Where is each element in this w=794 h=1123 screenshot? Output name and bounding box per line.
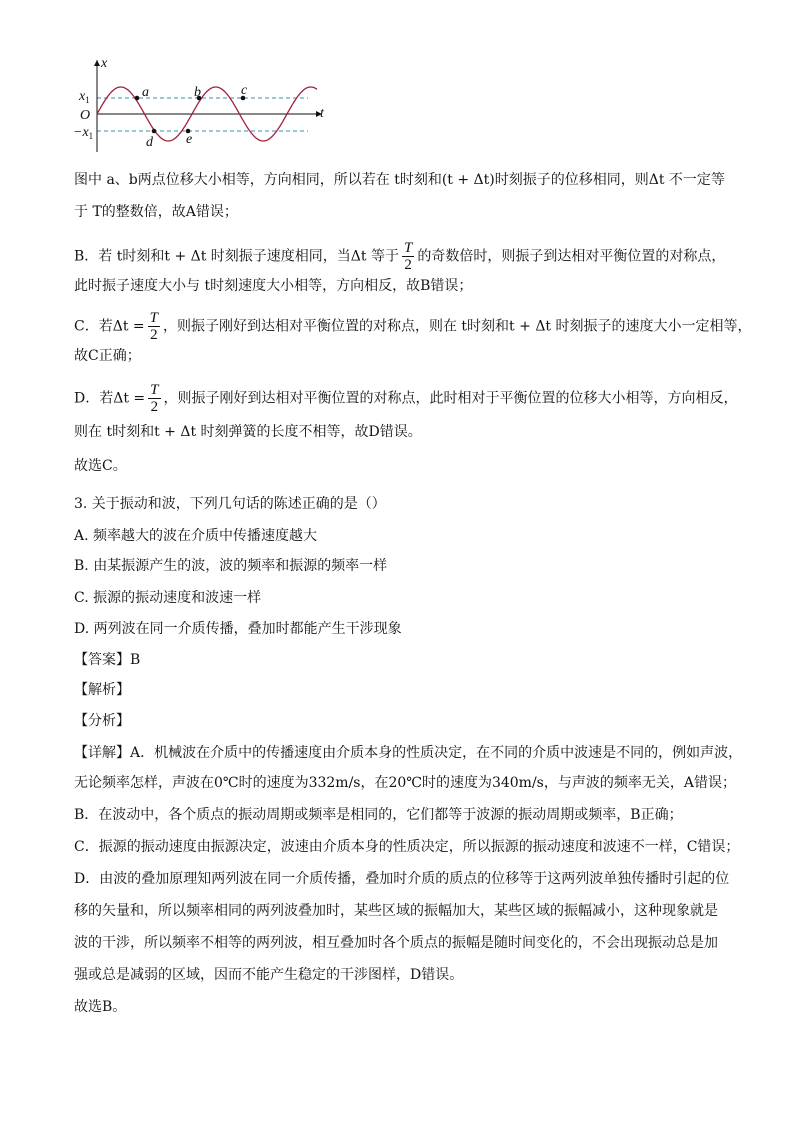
displacement-time-graph bbox=[70, 54, 340, 156]
t-over-2-fraction: $\frac{T}{2}$ bbox=[150, 382, 159, 415]
line-7-part-1: D．若Δt = bbox=[74, 390, 146, 407]
point-d-label: d bbox=[146, 135, 153, 150]
point-d-dot bbox=[152, 129, 157, 134]
detail-line-2: 无论频率怎样，声波在0℃时的速度为332m/s，在20℃时的速度为340m/s，与声波的频率无关，A错误； bbox=[74, 775, 736, 791]
text-line-9: 故选C。 bbox=[74, 458, 127, 474]
question-3-stem: 3. 关于振动和波，下列几句话的陈述正确的是（） bbox=[74, 496, 386, 512]
detail-line-3: B．在波动中，各个质点的振动周期或频率是相同的，它们都等于波源的振动周期或频率，B正确； bbox=[74, 807, 683, 823]
line-5-part-1: C．若Δt = bbox=[74, 318, 145, 335]
answer-line: 【答案】B bbox=[74, 652, 141, 668]
detail-line-4: C．振源的振动速度由振源决定，波速由介质本身的性质决定，所以振源的振动速度和波速不一样，C错误； bbox=[74, 839, 740, 855]
detail-line-7: 波的干涉，所以频率不相等的两列波，相互叠加时各个质点的振幅是随时间变化的，不会出现振动总是加 bbox=[74, 935, 718, 951]
option-d: D. 两列波在同一介质传播，叠加时都能产生干涉现象 bbox=[74, 621, 402, 637]
x-axis-label: x bbox=[101, 56, 108, 71]
point-a-label: a bbox=[142, 85, 149, 100]
text-line-3 bbox=[74, 240, 734, 273]
text-line-2: 于 T的整数倍，故A错误； bbox=[74, 204, 238, 220]
x1-label: $x_1$ bbox=[79, 89, 90, 105]
detail-line-8: 强或总是减弱的区域，因而不能产生稳定的干涉图样，D错误。 bbox=[74, 967, 464, 983]
line-7-part-2: ，则振子刚好到达相对平衡位置的对称点，此时相对于平衡位置的位移大小相等，方向相反， bbox=[163, 390, 738, 407]
point-e-label: e bbox=[186, 132, 193, 147]
option-b: B. 由某振源产生的波，波的频率和振源的频率一样 bbox=[74, 558, 388, 574]
line-3-part-1: B．若 t时刻和t + Δt 时刻振子速度相同，当Δt 等于 bbox=[74, 248, 399, 265]
line-5-part-2: ，则振子刚好到达相对平衡位置的对称点，则在 t时刻和t + Δt 时刻振子的速度大小一定相等， bbox=[162, 318, 752, 335]
t-over-2-fraction: $\frac{T}{2}$ bbox=[404, 240, 413, 273]
option-a: A. 频率越大的波在介质中传播速度越大 bbox=[74, 528, 318, 544]
line-3-part-2: 的奇数倍时，则振子到达相对平衡位置的对称点， bbox=[417, 248, 726, 265]
point-b-label: b bbox=[194, 85, 201, 100]
detail-line-6: 移的矢量和，所以频率相同的两列波叠加时，某些区域的振幅加大，某些区域的振幅减小，这种现象就是 bbox=[74, 903, 718, 919]
text-line-5 bbox=[74, 310, 752, 343]
t-over-2-fraction: $\frac{T}{2}$ bbox=[149, 310, 158, 343]
detail-line-5: D．由波的叠加原理知两列波在同一介质传播，叠加时介质的质点的位移等于这两列波单独传播时引起的位 bbox=[74, 871, 730, 887]
text-line-8: 则在 t时刻和t + Δt 时刻弹簧的长度不相等，故D错误。 bbox=[74, 424, 422, 440]
final-choice: 故选B。 bbox=[74, 999, 127, 1015]
t-axis-label: t bbox=[320, 106, 324, 121]
text-line-7 bbox=[74, 382, 738, 415]
text-line-1: 图中 a、b两点位移大小相等，方向相同，所以若在 t时刻和(t + Δt)时刻振子的位移相同，则Δt 不一定等 bbox=[74, 172, 725, 188]
neg-x1-label: $-x_1$ bbox=[73, 125, 94, 141]
breakdown-heading: 【分析】 bbox=[74, 713, 130, 729]
text-line-4: 此时振子速度大小与 t时刻速度大小相等，方向相反，故B错误； bbox=[74, 278, 473, 294]
point-a-dot bbox=[135, 96, 140, 101]
detail-line-1: 【详解】A．机械波在介质中的传播速度由介质本身的性质决定，在不同的介质中波速是不同的，例如声波， bbox=[74, 745, 743, 761]
analysis-heading: 【解析】 bbox=[74, 682, 130, 698]
point-c-label: c bbox=[241, 83, 248, 98]
option-c: C. 振源的振动速度和波速一样 bbox=[74, 590, 262, 606]
text-line-6: 故C正确； bbox=[74, 348, 141, 364]
origin-label: O bbox=[80, 108, 91, 123]
